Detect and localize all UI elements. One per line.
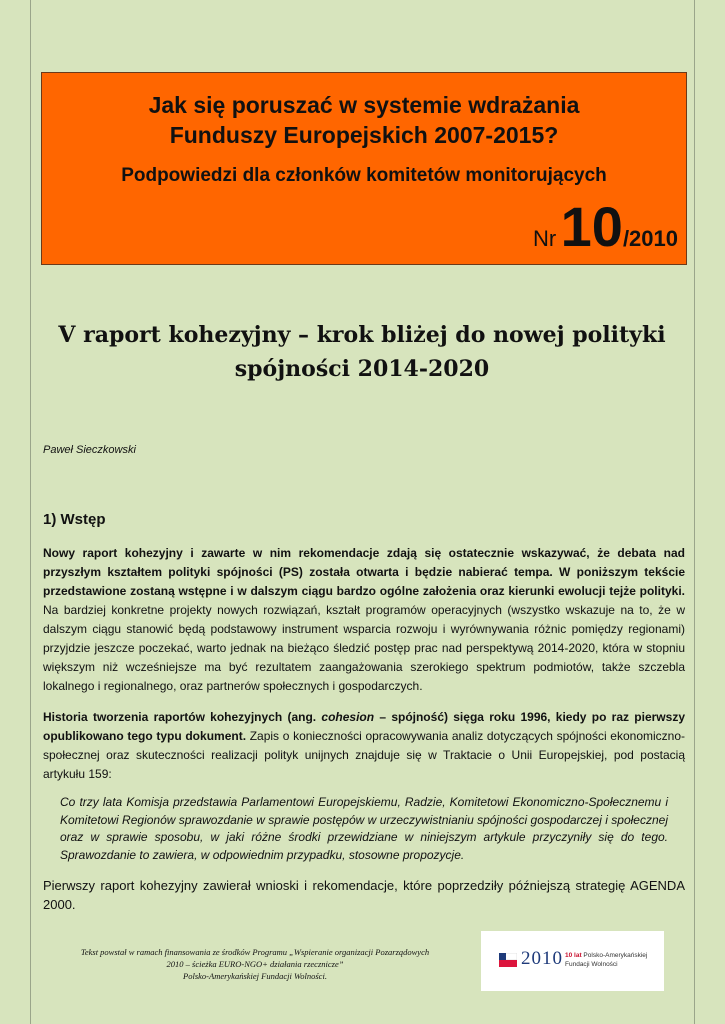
paragraph-2-bold-italic: cohesion — [321, 710, 375, 724]
issue-number — [532, 195, 678, 258]
paragraph-1 — [43, 544, 685, 696]
left-margin-line — [30, 0, 31, 1024]
logo-line1: Polsko-Amerykańskiej — [581, 952, 648, 959]
funding-note-line1: Tekst powstał w ramach finansowania ze środków Programu „Wspieranie organizacji Pozarządowych — [80, 947, 430, 957]
paragraph-1-bold: Nowy raport kohezyjny i zawarte w nim rekomendacje zdają się ostatecznie wskazywać, że debata nad przyszłym kształtem polityki spójności (PS) została otwarta i będzie nabierać tempa. W poniższym tekście przedstawione zostaną wstępne i w dalszym ciągu bardzo ogólne założenia oraz kierunki ewolucji tejże polityki. — [43, 546, 685, 598]
right-margin-line — [694, 0, 695, 1024]
document-title-line2: spójności 2014-2020 — [234, 356, 490, 382]
banner-title — [42, 90, 686, 150]
paragraph-2-bold-a: Historia tworzenia raportów kohezyjnych (ang. — [43, 710, 322, 724]
logo-text — [565, 951, 647, 969]
banner-subtitle: Podpowiedzi dla członków komitetów monitorujących — [121, 165, 607, 186]
issue-prefix: Nr — [532, 226, 557, 251]
header-banner — [41, 72, 687, 265]
banner-title-line1: Jak się poruszać w systemie wdrażania — [148, 92, 580, 118]
section-heading: 1) Wstęp — [43, 511, 106, 528]
banner-title-line2: Funduszy Europejskich 2007-2015? — [169, 122, 559, 148]
funding-note-line2: 2010 – ścieżka EURO-NGO+ działania rzecznicze” — [166, 959, 344, 969]
issue-year: /2010 — [622, 226, 678, 251]
paragraph-3: Pierwszy raport kohezyjny zawierał wnioski i rekomendacje, które poprzedziły późniejszą strategię AGENDA 2000. — [43, 878, 685, 912]
logo-year: 2010 — [521, 948, 563, 969]
foundation-logo — [481, 931, 664, 991]
funding-note-line3: Polsko-Amerykańskiej Fundacji Wolności. — [183, 971, 327, 981]
author: Paweł Sieczkowski — [43, 444, 136, 456]
document-title — [30, 318, 694, 386]
document-title-line1: V raport kohezyjny – krok bliżej do nowej polityki — [58, 322, 666, 348]
logo-line2: Fundacji Wolności — [565, 961, 618, 968]
flag-icon — [499, 953, 517, 967]
funding-note — [40, 946, 470, 982]
treaty-quote: Co trzy lata Komisja przedstawia Parlamentowi Europejskiemu, Radzie, Komitetowi Ekonomiczno-Społecznemu i Komitetowi Regionów sprawozdanie w sprawie postępów w urzeczywistnianiu spójności gospodarczej i społecznej oraz w sprawie sposobu, w jaki różne środki przewidziane w niniejszym artykule przyczyniły się do tego. Sprawozdanie to zawiera, w odpowiednim przypadku, stosowne propozycje. — [60, 795, 668, 862]
issue-num: 10 — [560, 195, 623, 258]
paragraph-1-text: Na bardziej konkretne projekty nowych rozwiązań, kształt programów operacyjnych (wszystko wskazuje na to, że w dalszym ciągu stanowić będą podstawowy instrument wsparcia rozwoju i wyrównywania różnic pomiędzy regionami) przyjdzie jeszcze poczekać, warto jednak na bieżąco śledzić postęp prac nad perspektywą 2014-2020, która w stopniu większym niż wcześniejsze ma być rezultatem zaangażowania szerokiego spektrum podmiotów, także szczebla lokalnego i regionalnego, oraz partnerów społecznych i gospodarczych. — [43, 603, 685, 693]
logo-anniversary: 10 lat — [565, 952, 582, 959]
paragraph-2-text: Zapis o konieczności opracowywania analiz dotyczących spójności ekonomiczno-społecznej oraz skuteczności realizacji polityk unijnych znajduje się w Traktacie o Unii Europejskiej, pod postacią artykułu 159: — [43, 729, 685, 781]
paragraph-2-bold-b: – spójność) sięga roku 1996, kiedy po raz pierwszy opublikowano tego typu dokument. — [43, 710, 685, 743]
paragraph-2 — [43, 708, 685, 784]
